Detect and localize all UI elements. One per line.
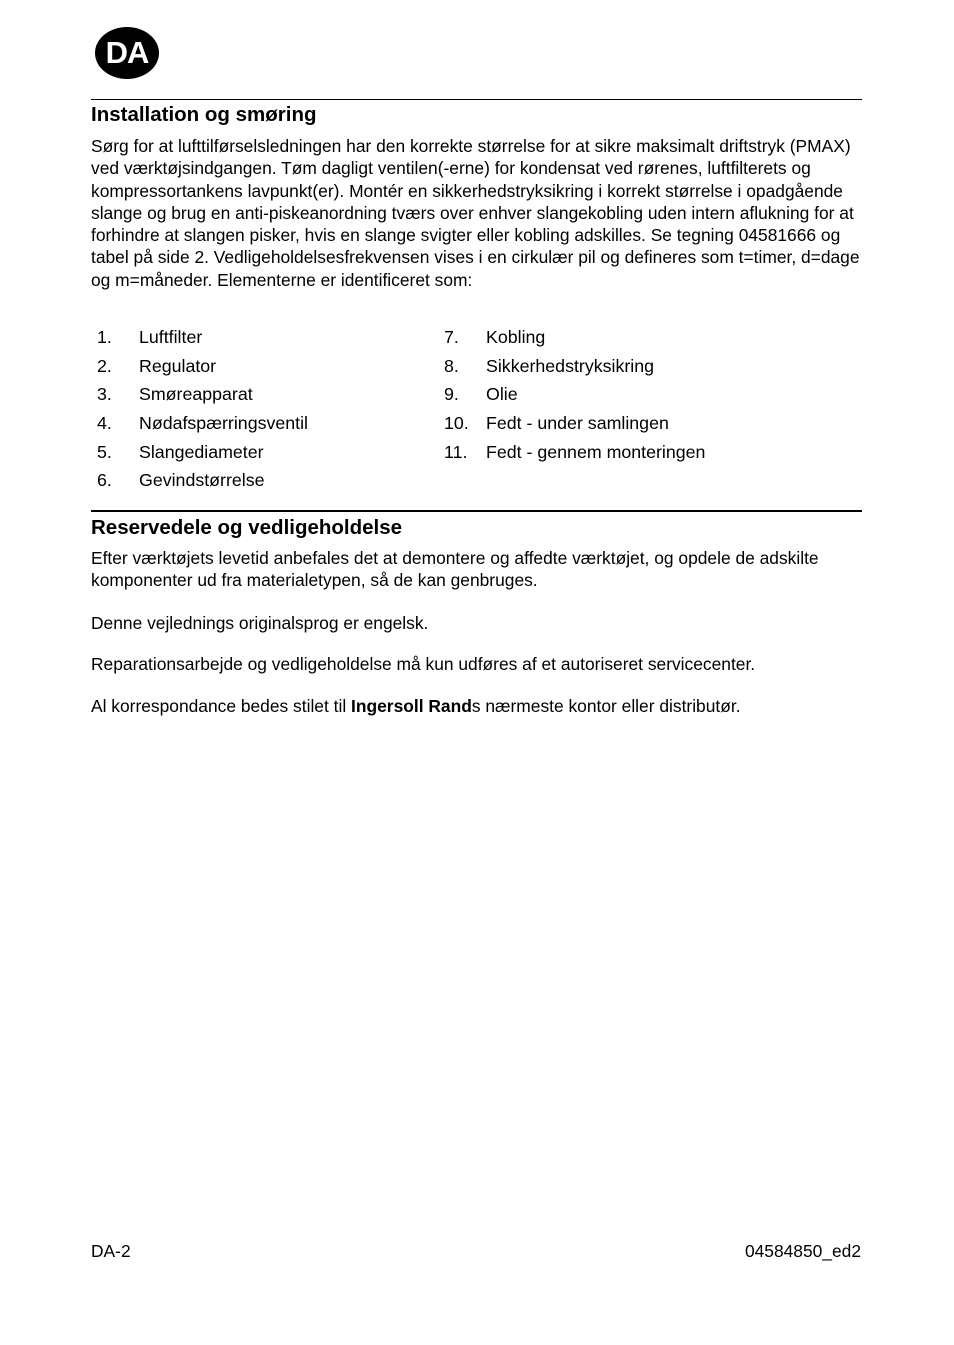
list-item-label: Nødafspærringsventil: [139, 413, 308, 434]
list-item: [97, 409, 308, 438]
list-item-label: Smøreapparat: [139, 384, 253, 405]
correspondence-paragraph: [91, 695, 866, 717]
list-item: [444, 352, 705, 381]
list-item-label: Luftfilter: [139, 327, 203, 347]
list-item-number: 2.: [97, 355, 112, 376]
list-item-label: Olie: [486, 384, 518, 405]
list-item-number: 5.: [97, 441, 112, 462]
list-item: [444, 438, 705, 467]
list-item-label: Regulator: [139, 355, 217, 376]
list-item: [444, 409, 705, 438]
list-item-label: Fedt - gennem monteringen: [486, 441, 706, 462]
list-item-number: 7.: [444, 327, 459, 347]
list-item-number: 3.: [97, 384, 112, 405]
service-paragraph: Reparationsarbejde og vedligeholdelse må kun udføres af et autoriseret servicecenter.: [91, 654, 756, 674]
recycling-paragraph: Efter værktøjets levetid anbefales det at demontere og affedte værktøjet, og opdele de adskilte komponenter ud fra materialetypen, så de kan genbruges.: [91, 548, 819, 591]
list-item: [97, 466, 308, 495]
list-item: [444, 380, 705, 409]
correspondence-suffix: s nærmeste kontor eller distributør.: [471, 696, 741, 716]
correspondence-prefix: Al korrespondance bedes stilet til: [91, 696, 352, 716]
section-title-spare-parts: Reservedele og vedligeholdelse: [91, 516, 403, 539]
brand-name: Ingersoll Rand: [351, 696, 472, 716]
list-item-label: Fedt - under samlingen: [486, 413, 669, 434]
language-badge: DA: [95, 27, 159, 79]
list-item-label: Gevindstørrelse: [139, 470, 265, 491]
document-code: 04584850_ed2: [744, 1241, 861, 1261]
section-title-installation: Installation og smøring: [91, 103, 317, 126]
list-item: [97, 323, 308, 352]
list-item-number: 4.: [97, 413, 112, 434]
list-item: [97, 380, 308, 409]
list-item-number: 8.: [444, 355, 459, 376]
list-item: [97, 438, 308, 467]
list-item-label: Kobling: [486, 327, 546, 347]
page-number: DA-2: [91, 1241, 131, 1261]
list-item-number: 6.: [97, 470, 112, 491]
list-item-number: 10.: [444, 413, 469, 434]
list-item-number: 11.: [444, 441, 468, 462]
original-language-paragraph: Denne vejlednings originalsprog er engelsk.: [91, 613, 429, 633]
list-item-number: 1.: [97, 327, 112, 347]
list-item: [444, 323, 705, 352]
list-item: [97, 352, 308, 381]
list-item-number: 9.: [444, 384, 459, 405]
installation-paragraph: Sørg for at lufttilførselsledningen har den korrekte størrelse for at sikre maksimalt driftstryk (PMAX) ved værktøjsindgangen. Tøm dagligt ventilen(-erne) for kondensat ved rørenes, luftfilterets og kompressortankens lavpunkt(er). Montér en sikkerhedstryksikring i korrekt størrelse i opadgående slange og brug en anti-piskeanordning tværs over enhver slangekobling uden intern aflukning for at forhindre at slangen pisker, hvis en slange svigter eller kobling adskilles. Se tegning 04581666 og tabel på side 2. Vedligeholdelsesfrekvensen vises i en cirkulær pil og defineres som t=timer, d=dage og m=måneder. Elementerne er identificeret som:: [91, 136, 860, 290]
section-divider: [91, 99, 862, 100]
list-item-label: Slangediameter: [139, 441, 264, 462]
item-list-right: [444, 323, 705, 466]
item-list-left: [97, 323, 308, 495]
list-item-label: Sikkerhedstryksikring: [486, 355, 654, 376]
section-divider: [91, 510, 862, 512]
